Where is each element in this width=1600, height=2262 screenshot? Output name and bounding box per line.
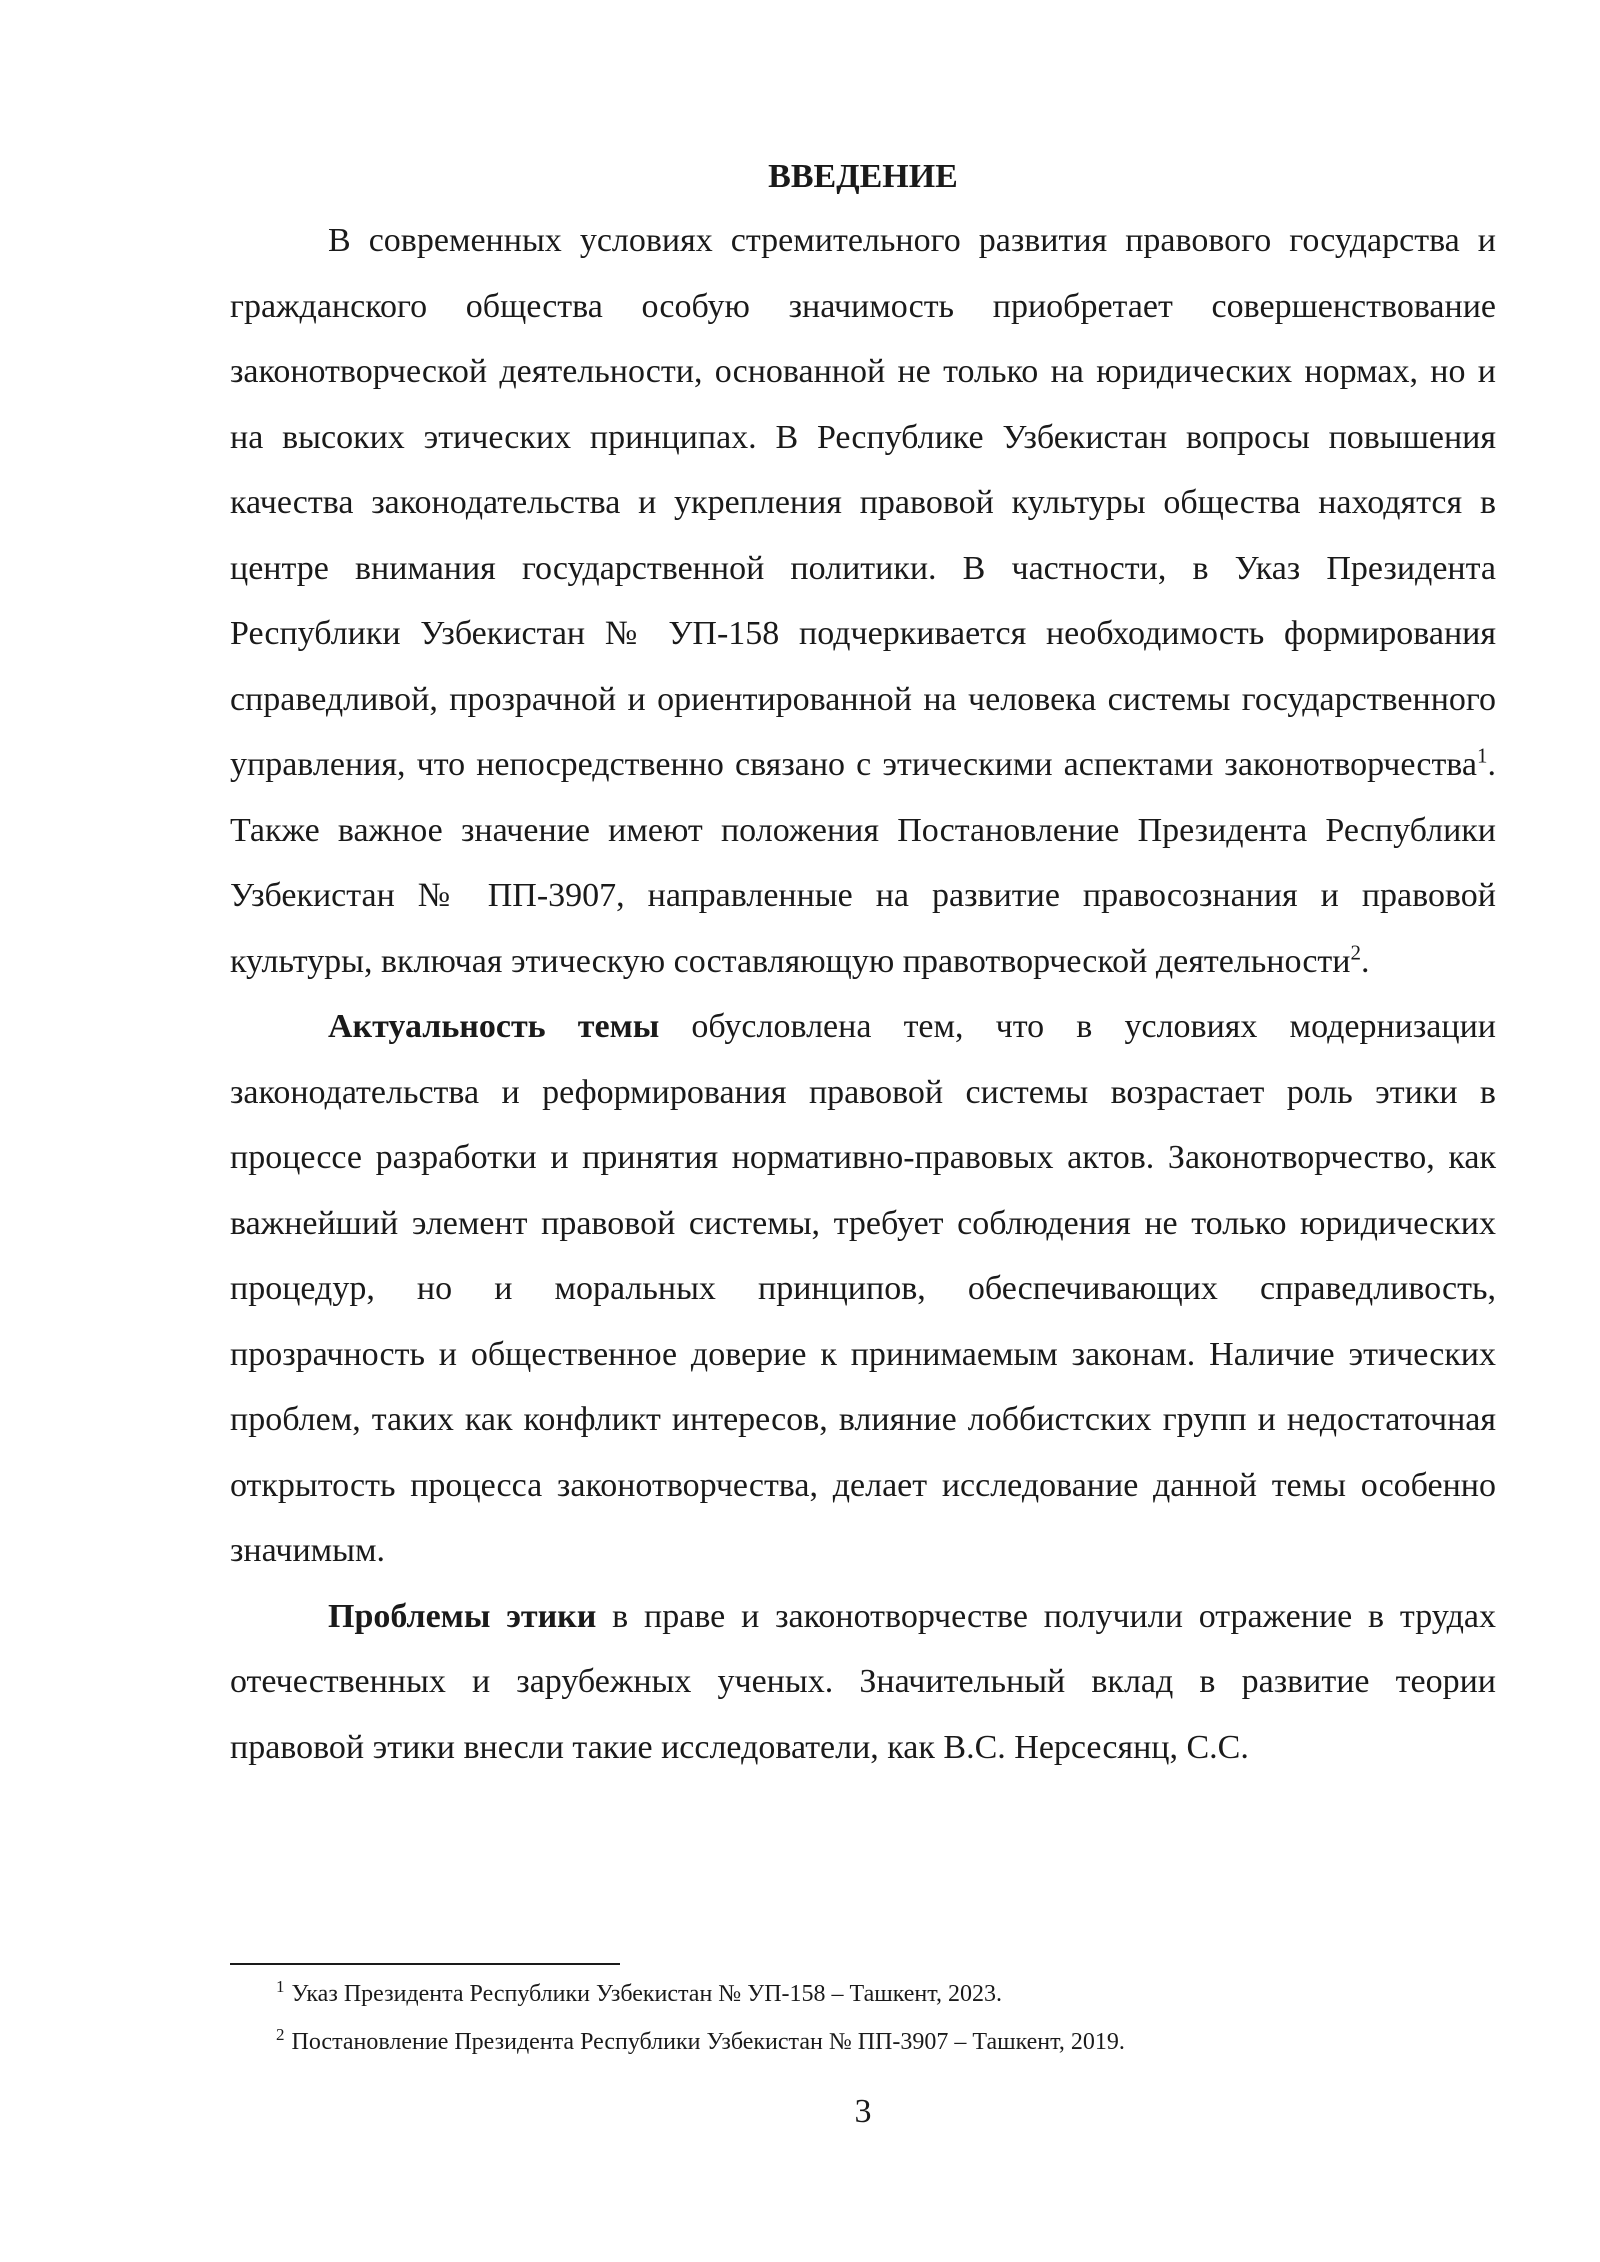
paragraph-intro-text-a: В современных условиях стремительного развития правового государства и гражданского общества особую значимость приобретает совершенствование законотворческой деятельности, основанной не только на юридических нормах, но и на высоких этических принципах. В Республике Узбекистан вопросы повышения качества законодательства и укрепления правовой культуры общества находятся в центре внимания государственной политики. В частности, в Указ Президента Республики Узбекистан № УП-158 подчеркивается необходимость формирования справедливой, прозрачной и ориентированной на человека системы государственного управления, что непосредственно связано с этическими аспектами законотворчества	[230, 222, 1496, 783]
paragraph-intro-text-c: .	[1361, 942, 1370, 980]
footnote-1-text: Указ Президента Республики Узбекистан № УП-158 – Ташкент, 2023.	[291, 1981, 1002, 2007]
paragraph-ethics-problems	[230, 1584, 1496, 1781]
paragraph-intro	[230, 208, 1496, 994]
footnote-2	[230, 2026, 1496, 2058]
footnote-reference-1[interactable]: 1	[1477, 743, 1488, 768]
body-text	[230, 208, 1496, 1780]
section-heading: ВВЕДЕНИЕ	[768, 158, 958, 195]
page-number: 3	[854, 2093, 872, 2130]
footnotes	[230, 1978, 1496, 2074]
footnote-1	[230, 1978, 1496, 2010]
footnote-1-mark: 1	[276, 1977, 285, 1996]
ethics-problems-lead: Проблемы этики	[328, 1597, 597, 1635]
paragraph-relevance	[230, 994, 1496, 1584]
footnote-2-mark: 2	[276, 2025, 285, 2044]
paragraph-intro-text-b: . Также важное значение имеют положения Постановление Президента Республики Узбекистан № ПП-3907, направленные на развитие правосознания и правовой культуры, включая этическую составляющую правотворческой деятельности	[230, 746, 1496, 980]
footnote-reference-2[interactable]: 2	[1350, 940, 1361, 965]
footnote-separator	[230, 1963, 620, 1965]
relevance-text: обусловлена тем, что в условиях модернизации законодательства и реформирования правовой системы возрастает роль этики в процессе разработки и принятия нормативно-правовых актов. Законотворчество, как важнейший элемент правовой системы, требует соблюдения не только юридических процедур, но и моральных принципов, обеспечивающих справедливость, прозрачность и общественное доверие к принимаемым законам. Наличие этических проблем, таких как конфликт интересов, влияние лоббистских групп и недостаточная открытость процесса законотворчества, делает исследование данной темы особенно значимым.	[230, 1008, 1496, 1569]
ethics-problems-text: в праве и законотворчестве получили отражение в трудах отечественных и зарубежных ученых. Значительный вклад в развитие теории правовой этики внесли такие исследователи, как В.С. Нерсесянц, С.С.	[230, 1597, 1496, 1766]
footnote-2-text: Постановление Президента Республики Узбекистан № ПП-3907 – Ташкент, 2019.	[291, 2029, 1125, 2055]
relevance-lead: Актуальность темы	[328, 1008, 660, 1045]
